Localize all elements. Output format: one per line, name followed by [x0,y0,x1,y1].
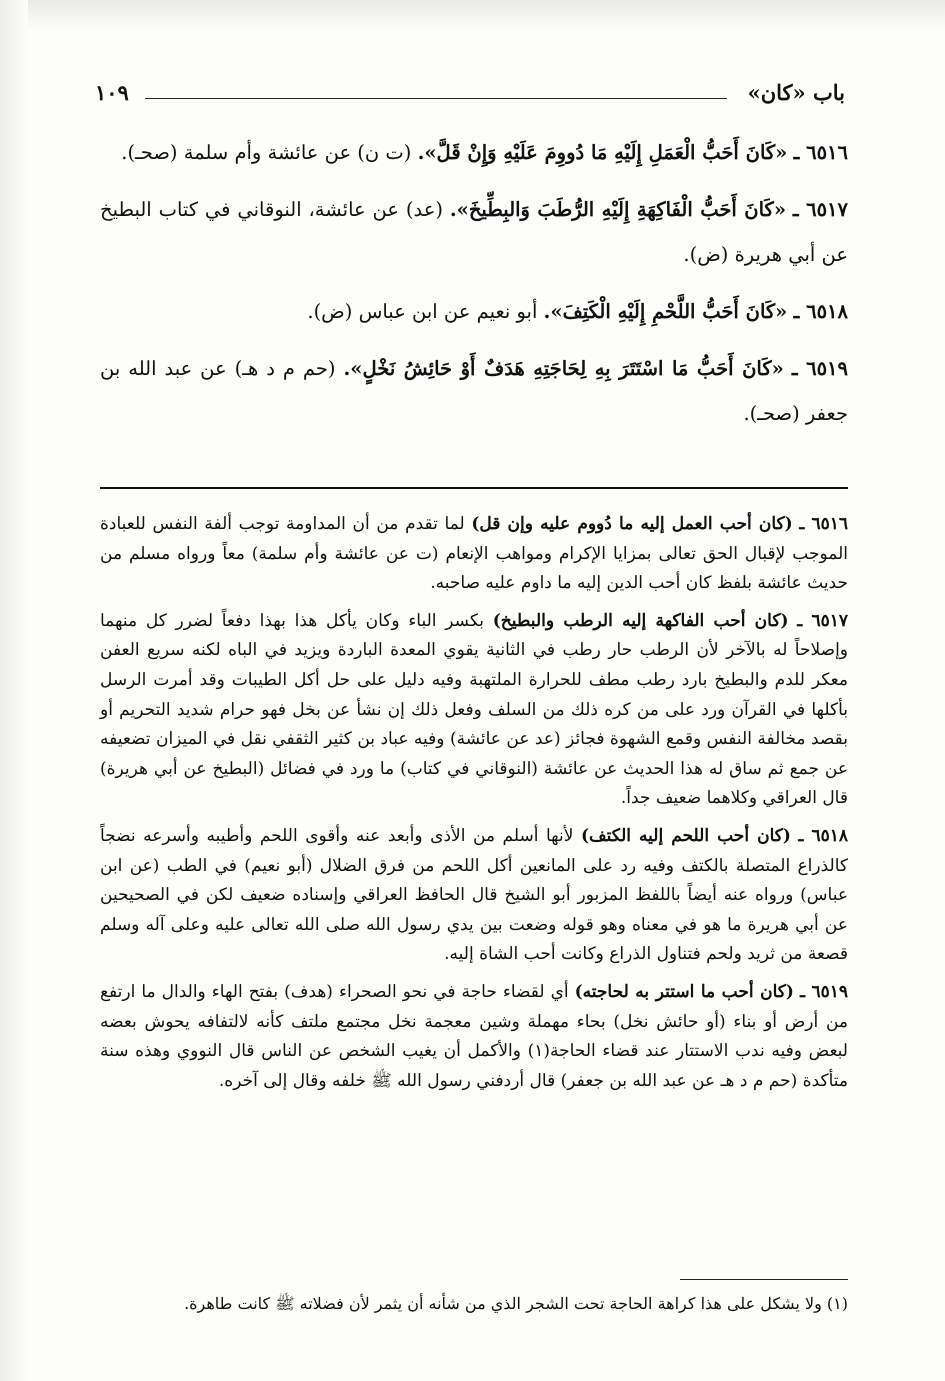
hadith-source: أبو نعيم عن ابن عباس (ض). [307,300,538,323]
commentary-number: ٦٥١٦ ـ [799,514,848,534]
hadith-number: ٦٥١٩ ـ [791,357,848,380]
commentary-lemma: (كان أحب اللحم إليه الكتف) [580,825,791,846]
footnote-rule [680,1279,848,1280]
commentary-entry [100,510,848,599]
commentary-lemma: (كان أحب العمل إليه ما دُووم عليه وإن قل) [471,514,793,534]
hadith-matn: «كَانَ أَحَبُّ الْعَمَلِ إِلَيْهِ مَا دُووِمَ عَلَيْهِ وَإِنْ قَلَّ». [417,141,788,164]
commentary-entry [100,607,848,814]
commentary-text: أي لقضاء حاجة في نحو الصحراء (هدف) بفتح الهاء والدال ما ارتفع من أرض أو بناء (أو حائش نخل) بحاء مهملة وشين معجمة نخل مجتمع ملتف كأنه لالتفافه يحوش بعضه لبعض وفيه ندب الاستتار عند قضاء الحاجة(١) والأكمل أن يغيب الشخص عن الناس قال النووي وهذه سنة متأكدة (حم م د هـ عن عبد الله بن جعفر) قال أردفني رسول الله ﷺ خلفه وقال إلى آخره. [100,981,848,1091]
running-header [95,78,845,112]
footnote: (١) ولا يشكل على هذا كراهة الحاجة تحت الشجر الذي من شأنه أن يثمر لأن فضلاته ﷺ كانت طاهرة. [184,1294,848,1313]
commentary-text: لما تقدم من أن المداومة توجب ألفة النفس للعبادة الموجب لإقبال الحق تعالى بمزايا الإكرام ومواهب الإنعام (ت عن عائشة وأم سلمة) معاً ورواه مسلم من حديث عائشة بلفظ كان أحب الدين إليه ما داوم عليه صاحبه. [100,514,848,594]
commentary-text: بكسر الباء وكان يأكل هذا بهذا دفعاً لضرر كل منهما وإصلاحاً له بالآخر لأن الرطب حار رطب في الثانية يقوي المعدة الباردة ويزيد في الباه لكنه سريع العفن معكر للدم والبطيخ بارد رطب مطف للحرارة الملتهبة وفيه دليل على حل أكل الطيبات وقد أمرت الرسل بأكلها في القرآن ورد على من كره ذلك من السلف وفعل ذلك إن نشأ عن بخل فهو حرام شديد التحريم أو بقصد مخالفة النفس وقمع الشهوة فجائز (عد عن عائشة) وفيه عباد بن كثير الثقفي نقل في الميزان تضعيفه عن جمع ثم ساق له هذا الحديث عن عائشة (النوقاني في كتاب) ما ورد في فضائل (البطيخ عن أبي هريرة) قال العراقي وكلاهما ضعيف جداً. [100,610,848,809]
hadith-number: ٦٥١٨ ـ [793,300,848,323]
hadith-matn: «كَانَ أَحَبُّ مَا اسْتَتَرَ بِهِ لِحَاجَتِهِ هَدَفٌ أَوْ حَائِشُ نَخْلٍ». [343,357,784,380]
page-number: ١٠٩ [95,80,129,105]
scan-shadow-left [0,0,28,1381]
header-rule [145,98,727,99]
commentary-entry [100,978,848,1096]
commentary-number: ٦٥١٧ ـ [797,610,849,631]
section-divider [100,487,848,489]
hadith-source: (عد) عن عائشة، النوقاني في كتاب البطيخ عن أبي هريرة (ض). [100,198,848,266]
commentary-text: لأنها أسلم من الأذى وأبعد عنه وأقوى اللحم وأطيبه وأسرعه نضجاً كالذراع المتصلة بالكتف وفيه رد على المانعين أكل اللحم من فرق الضلال (أبو نعيم) في الطب (عن ابن عباس) ورواه عنه أيضاً باللفظ المزبور أبو الشيخ قال الحافظ العراقي وإسناده ضعيف لكن في الصحيحين عن أبي هريرة ما هو في معناه وهو قوله وضعت بين يدي رسول الله صلى الله تعالى عليه وعلى آله وسلم قصعة من ثريد ولحم فتناول الذراع وكانت أحب الشاة إليه. [100,825,848,965]
commentary-lemma: (كان أحب ما استتر به لحاجته) [574,981,794,1002]
hadith-number: ٦٥١٦ ـ [793,141,848,164]
hadith-matn: «كَانَ أَحَبُّ الْفَاكِهَةِ إِلَيْهِ الرُّطَبَ وَالبِطِّيخَ». [449,198,787,221]
hadith-source: (ت ن) عن عائشة وأم سلمة (صحـ). [121,141,412,164]
hadith-entry [100,130,848,175]
hadith-source: (حم م د هـ) عن عبد الله بن جعفر (صحـ). [100,357,848,425]
hadith-entry [100,289,848,334]
hadith-entry [100,346,848,436]
hadith-matn: «كَانَ أَحَبُّ اللَّحْمِ إِلَيْهِ الْكَتِفَ». [543,300,788,323]
hadith-entry [100,187,848,277]
scan-shadow-top [0,0,945,30]
commentary-number: ٦٥١٨ ـ [798,825,848,846]
commentary-entry [100,822,848,970]
commentary-number: ٦٥١٩ ـ [799,981,849,1002]
commentary-lemma: (كان أحب الفاكهة إليه الرطب والبطيخ) [492,610,789,631]
hadith-text-block [100,130,848,448]
hadith-number: ٦٥١٧ ـ [792,198,848,221]
chapter-title: باب «كان» [747,80,845,105]
commentary-block [100,510,848,1104]
